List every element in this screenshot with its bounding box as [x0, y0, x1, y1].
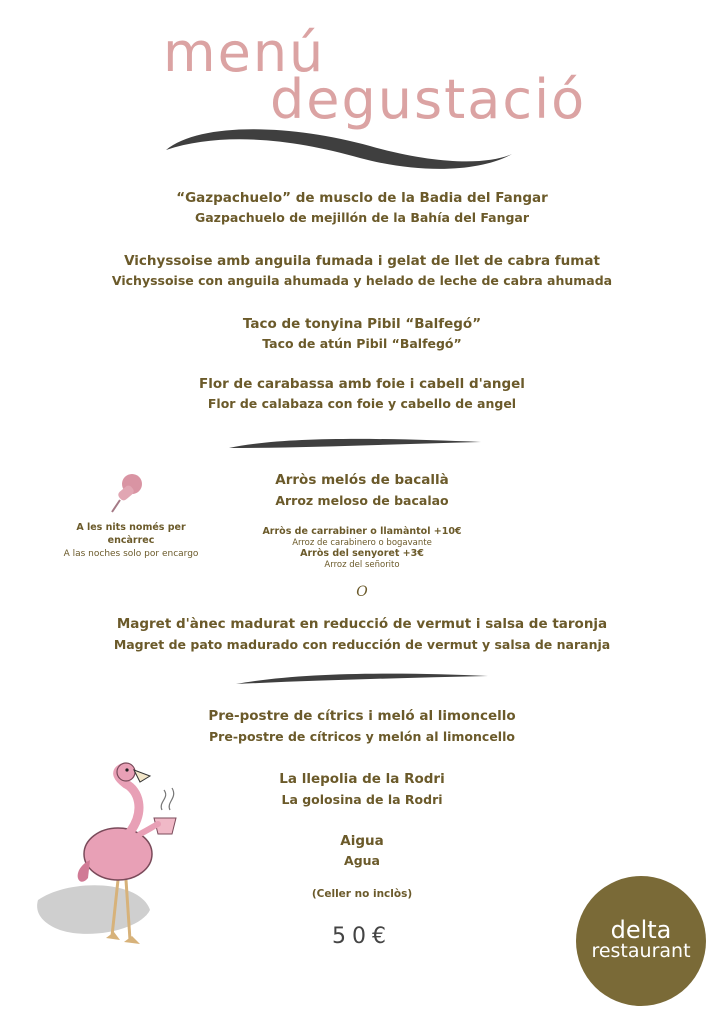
dessert-2-catalan: La llepolia de la Rodri [279, 771, 445, 787]
dish-2-catalan: Vichyssoise amb anguila fumada i gelat de llet de cabra fumat [124, 253, 600, 269]
rice-spanish: Arroz meloso de bacalao [275, 493, 449, 508]
delta-restaurant-logo [576, 876, 706, 1006]
rice-option-1-spanish: Arroz de carabinero o bogavante [292, 538, 432, 548]
drink-catalan: Aigua [340, 833, 384, 849]
dessert-2-spanish: La golosina de la Rodri [281, 792, 443, 807]
flamingo-illustration [30, 760, 200, 960]
duck-catalan: Magret d'ànec madurat en reducció de vermut i salsa de taronja [116, 616, 608, 632]
dish-3-spanish: Taco de atún Pibil “Balfegó” [262, 336, 462, 351]
dish-4-spanish: Flor de calabaza con foie y cabello de angel [207, 396, 517, 411]
price: 50€ [332, 924, 392, 949]
swoosh-divider [160, 118, 520, 174]
side-note-catalan-1: A les nits només per [76, 522, 186, 533]
logo-line1: delta [610, 916, 672, 944]
wine-note: (Celler no inclòs) [311, 888, 413, 900]
dish-1-catalan: “Gazpachuelo” de musclo de la Badia del Fangar [176, 190, 548, 206]
duck-spanish: Magret de pato madurado con reducción de vermut y salsa de naranja [113, 637, 611, 652]
menu-title-line2: degustació [270, 68, 587, 131]
rice-option-1-catalan: Arròs de carrabiner o llamàntol +10€ [262, 526, 462, 537]
or-separator: O [356, 584, 368, 600]
swoosh-divider [232, 668, 492, 692]
rice-option-2-catalan: Arròs del senyoret +3€ [300, 548, 424, 559]
side-note-catalan-2: encàrrec [107, 535, 155, 546]
dish-3-catalan: Taco de tonyina Pibil “Balfegó” [242, 316, 482, 332]
dessert-1-catalan: Pre-postre de cítrics i meló al limoncello [208, 708, 516, 724]
side-note-spanish: A las noches solo por encargo [63, 549, 199, 559]
dish-2-spanish: Vichyssoise con anguila ahumada y helado de leche de cabra ahumada [111, 273, 613, 288]
dish-1-spanish: Gazpachuelo de mejillón de la Bahía del Fangar [194, 210, 530, 225]
drink-spanish: Agua [344, 853, 380, 868]
logo-line2: restaurant [591, 940, 691, 962]
rice-catalan: Arròs melós de bacallà [275, 472, 449, 488]
rice-option-2-spanish: Arroz del señorito [324, 560, 400, 570]
swoosh-divider [225, 434, 485, 458]
dish-4-catalan: Flor de carabassa amb foie i cabell d'angel [199, 376, 525, 392]
dessert-1-spanish: Pre-postre de cítricos y melón al limoncello [209, 729, 515, 744]
menu-title-line1: menú [163, 21, 326, 84]
